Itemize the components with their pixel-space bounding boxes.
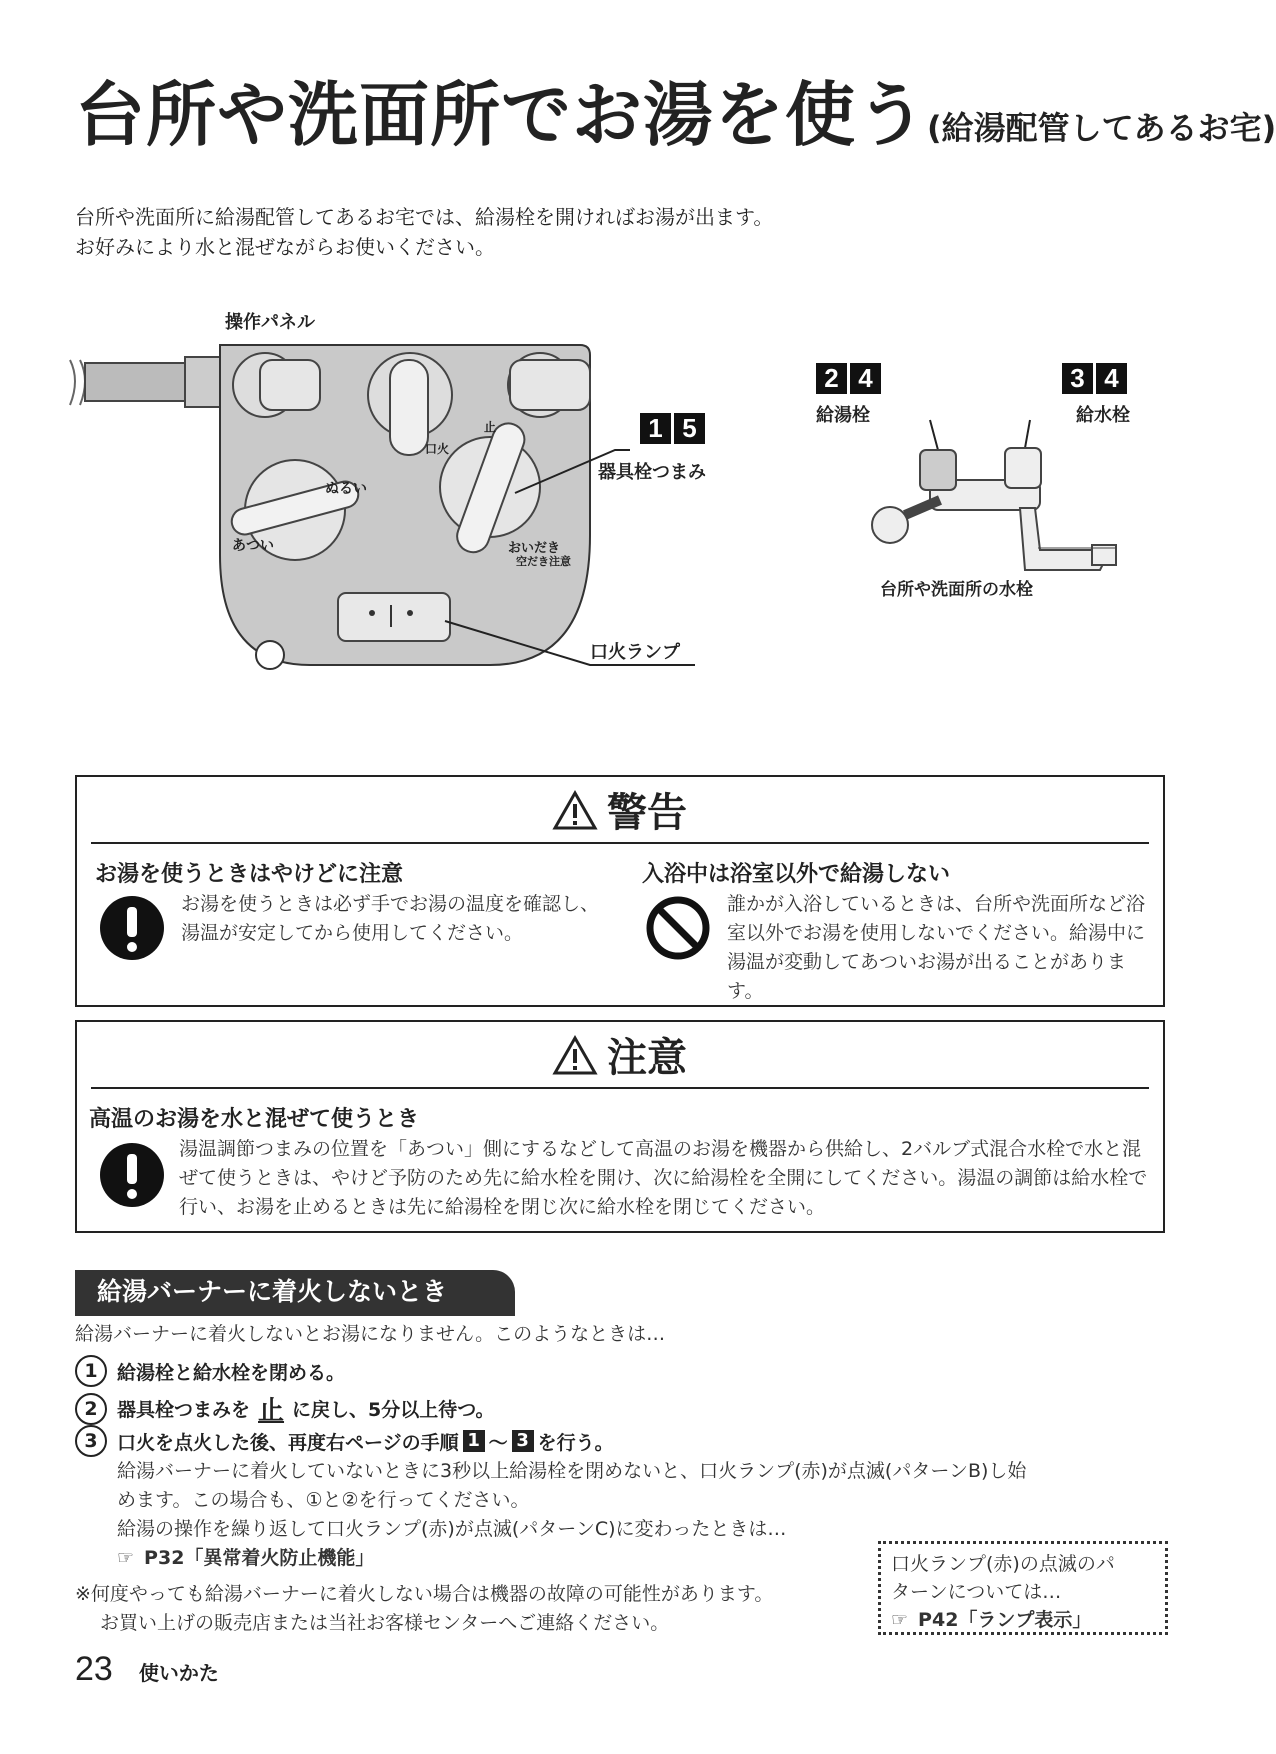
warning-heading: [91, 777, 1149, 844]
cold-badges: [1062, 363, 1130, 394]
knob-oidaki-label: おいだき: [508, 541, 561, 556]
note-line: ※何度やっても給湯バーナーに着火しない場合は機器の故障の可能性があります。: [75, 1583, 774, 1605]
dial-nurui-label: ぬるい: [325, 481, 367, 497]
step-3-detail: 給湯の操作を繰り返して口火ランプ(赤)が点滅(パターンC)に変わったときは…: [117, 1518, 787, 1540]
caution-heading: [91, 1022, 1149, 1089]
page-title: [75, 74, 1276, 156]
reference-text: P42「ランプ表示」: [918, 1609, 1092, 1631]
step-badge: 5: [674, 413, 705, 444]
intro-line: 台所や洗面所に給湯配管してあるお宅では、給湯栓を開ければお湯が出ます。: [75, 205, 774, 229]
step-3-detail: めます。この場合も、①と②を行ってください。: [117, 1489, 530, 1511]
panel-label: 操作パネル: [225, 312, 315, 333]
step-1: [75, 1355, 345, 1387]
warning-left-text: お湯を使うときは必ず手でお湯の温度を確認し、湯温が安定してから使用してください。: [181, 893, 600, 944]
knob-stop-label: 止: [484, 420, 497, 434]
title-main: 台所や洗面所でお湯を使う: [75, 74, 927, 156]
knob-kuchibi-label: 口火: [425, 442, 450, 456]
knob-label: 器具栓つまみ: [598, 462, 706, 483]
step-badge: 4: [850, 363, 881, 394]
reference-text: P32「異常着火防止機能」: [144, 1547, 375, 1569]
warning-heading-text: 警告: [607, 790, 687, 836]
step-badge: 3: [1062, 363, 1093, 394]
step-text: を行う。: [537, 1431, 614, 1454]
page-number: 23: [75, 1650, 113, 1688]
lamp-label: 口火ランプ: [590, 642, 680, 663]
pointing-hand-icon: ☞: [117, 1547, 135, 1569]
step-number: 1: [75, 1355, 107, 1387]
caution-box: [75, 1020, 1165, 1233]
cold-label: 給水栓: [1076, 405, 1130, 426]
caution-heading-text: 注意: [607, 1035, 687, 1081]
knob-note-label: 空だき注意: [516, 555, 571, 568]
title-sub: (給湯配管してあるお宅): [927, 109, 1276, 147]
step-badge: 1: [640, 413, 671, 444]
warning-right-title: 入浴中は浴室以外で給湯しない: [642, 862, 951, 887]
hot-badges: [816, 363, 884, 394]
exclamation-icon: [99, 1142, 165, 1208]
intro-text: [75, 202, 773, 262]
step-3-detail: 給湯バーナーに着火していないときに3秒以上給湯栓を閉めないと、口火ランプ(赤)が点滅(パターンB)し始: [117, 1460, 1027, 1482]
warning-triangle-icon: [553, 1035, 597, 1075]
exclamation-icon: [99, 895, 165, 961]
intro-line: お好みにより水と混ぜながらお使いください。: [75, 235, 495, 259]
knob-badges: [640, 413, 708, 444]
note-line: お買い上げの販売店または当社お客様センターへご連絡ください。: [100, 1612, 670, 1634]
step-3: [75, 1425, 614, 1457]
step-number: 3: [75, 1425, 107, 1457]
section-title: 給湯バーナーに着火しないとき: [75, 1270, 515, 1314]
step-2: [75, 1390, 495, 1427]
stop-symbol: 止: [258, 1396, 285, 1426]
step-text: 口火を点火した後、再度右ページの手順: [117, 1431, 459, 1454]
caution-text: 湯温調節つまみの位置を「あつい」側にするなどして高温のお湯を機器から供給し、2バルブ式混合水栓で水と混ぜて使うときは、やけど予防のため先に給水栓を開け、次に給湯栓を全開にしてください。湯温の調節は給水栓で行い、お湯を止めるときは先に給湯栓を閉じ次に給水栓を閉じてください。: [179, 1138, 1148, 1218]
pointing-hand-icon: ☞: [891, 1609, 909, 1631]
step-badge: 3: [512, 1430, 534, 1452]
step-badge: 1: [463, 1430, 485, 1452]
step-text: に戻し、5分以上待つ。: [292, 1399, 495, 1421]
reference-p32[interactable]: [117, 1544, 374, 1573]
footer-label: 使いかた: [138, 1661, 219, 1685]
reference-p42[interactable]: [891, 1606, 1155, 1634]
step-badge: 2: [816, 363, 847, 394]
warning-triangle-icon: [553, 790, 597, 830]
page-footer: [75, 1650, 219, 1689]
step-badge: 4: [1096, 363, 1127, 394]
step-sep: ～: [488, 1431, 508, 1454]
note-box-line: 口火ランプ(赤)の点滅のパ: [891, 1553, 1115, 1575]
faucet-illustration: [860, 420, 1130, 590]
hot-label: 給湯栓: [816, 405, 870, 426]
prohibited-icon: [645, 895, 711, 961]
section-lead: 給湯バーナーに着火しないとお湯になりません。このようなときは…: [75, 1323, 666, 1345]
dial-atsui-label: あつい: [232, 538, 274, 554]
faucet-caption: 台所や洗面所の水栓: [880, 580, 1033, 600]
note-box-line: ターンについては…: [891, 1581, 1062, 1603]
step-number: 2: [75, 1393, 107, 1425]
step-text: 給湯栓と給水栓を閉める。: [117, 1361, 346, 1384]
section-divider: [75, 1314, 515, 1316]
lamp-pattern-note: [878, 1541, 1168, 1635]
warning-left-title: お湯を使うときはやけどに注意: [95, 862, 404, 887]
warning-box: [75, 775, 1165, 1007]
control-panel-illustration: [70, 335, 770, 675]
step-text: 器具栓つまみを: [117, 1399, 251, 1421]
caution-title: 高温のお湯を水と混ぜて使うとき: [89, 1107, 420, 1132]
warning-right-text: 誰かが入浴しているときは、台所や洗面所など浴室以外でお湯を使用しないでください。給湯中に湯温が変動してあついお湯が出ることがあります。: [727, 893, 1146, 1002]
